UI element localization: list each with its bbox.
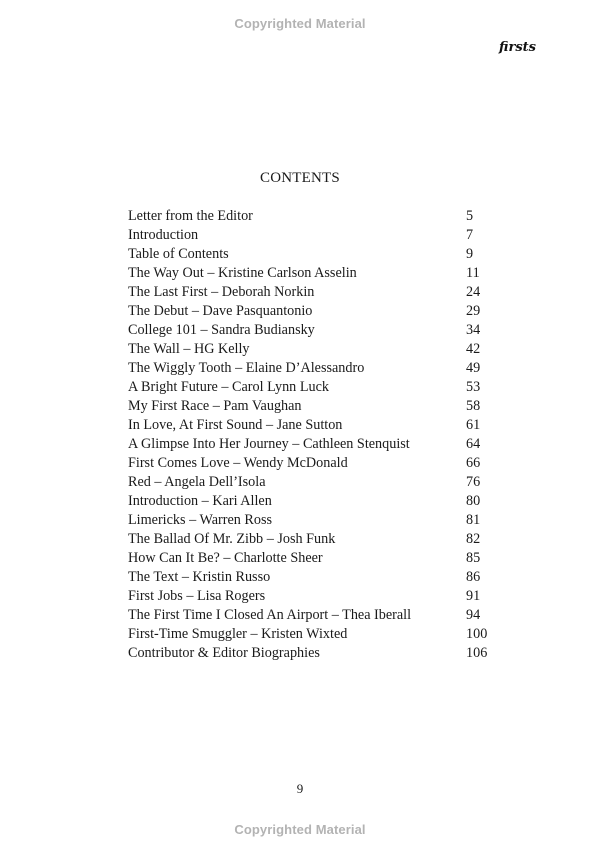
toc-entry-title: Introduction – Kari Allen (128, 493, 272, 509)
toc-entry-page: 94 (466, 607, 481, 623)
toc-entry-page: 76 (466, 474, 481, 490)
toc-entry-title: The Way Out – Kristine Carlson Asselin (128, 265, 357, 281)
toc-entry (128, 530, 488, 549)
toc-entry-title: In Love, At First Sound – Jane Sutton (128, 417, 343, 433)
toc-entry-page: 64 (466, 436, 481, 452)
toc-entry-page: 91 (466, 588, 481, 604)
toc-entry-page: 42 (466, 341, 481, 357)
toc-entry (128, 264, 488, 283)
toc-entry (128, 340, 488, 359)
toc-entry-title: How Can It Be? – Charlotte Sheer (128, 550, 323, 566)
toc-entry-page: 5 (466, 208, 474, 224)
toc-entry-page: 29 (466, 303, 481, 319)
contents-heading: CONTENTS (260, 170, 340, 186)
toc-entry-page: 49 (466, 360, 481, 376)
toc-entry (128, 644, 488, 663)
toc-entry-title: My First Race – Pam Vaughan (128, 398, 302, 414)
toc-entry (128, 226, 488, 245)
toc-entry-title: First Comes Love – Wendy McDonald (128, 455, 348, 471)
toc-entry-title: Letter from the Editor (128, 208, 253, 224)
toc-entry (128, 435, 488, 454)
toc-entry-page: 66 (466, 455, 481, 471)
running-head: firsts (499, 40, 536, 55)
toc-entry-page: 58 (466, 398, 481, 414)
toc-entry-title: Red – Angela Dell’Isola (128, 474, 266, 490)
toc-entry-title: The Wiggly Tooth – Elaine D’Alessandro (128, 360, 365, 376)
toc-entry (128, 473, 488, 492)
toc-entry (128, 606, 488, 625)
toc-entry-page: 34 (466, 322, 481, 338)
toc-entry-title: College 101 – Sandra Budiansky (128, 322, 315, 338)
toc-entry-page: 86 (466, 569, 481, 585)
toc-entry-page: 85 (466, 550, 481, 566)
toc-entry (128, 454, 488, 473)
toc-entry-page: 80 (466, 493, 481, 509)
toc-entry (128, 587, 488, 606)
toc-entry (128, 568, 488, 587)
toc-entry (128, 302, 488, 321)
toc-entry-page: 100 (466, 626, 488, 642)
toc-entry (128, 359, 488, 378)
toc-entry-page: 106 (466, 645, 488, 661)
toc-entry-title: A Bright Future – Carol Lynn Luck (128, 379, 329, 395)
toc-entry-page: 11 (466, 265, 480, 281)
toc-entry (128, 245, 488, 264)
page-number: 9 (296, 781, 304, 796)
toc-entry-page: 24 (466, 284, 481, 300)
toc-entry (128, 625, 488, 644)
table-of-contents (128, 207, 488, 663)
toc-entry-title: The Last First – Deborah Norkin (128, 284, 315, 300)
toc-entry (128, 378, 488, 397)
toc-entry-title: Limericks – Warren Ross (128, 512, 272, 528)
toc-entry-title: First-Time Smuggler – Kristen Wixted (128, 626, 348, 642)
toc-entry-title: Contributor & Editor Biographies (128, 645, 320, 661)
toc-entry-title: The First Time I Closed An Airport – Thea Iberall (128, 607, 412, 623)
toc-entry-title: Table of Contents (128, 246, 229, 262)
toc-entry-page: 81 (466, 512, 481, 528)
toc-entry (128, 397, 488, 416)
toc-entry-title: The Wall – HG Kelly (128, 341, 250, 357)
toc-entry-title: A Glimpse Into Her Journey – Cathleen Stenquist (128, 436, 410, 452)
toc-entry-page: 61 (466, 417, 481, 433)
toc-entry-page: 53 (466, 379, 481, 395)
toc-entry-title: Introduction (128, 227, 199, 243)
toc-entry (128, 416, 488, 435)
toc-entry (128, 283, 488, 302)
toc-entry-page: 82 (466, 531, 481, 547)
toc-entry (128, 321, 488, 340)
toc-entry-page: 7 (466, 227, 474, 243)
toc-entry-title: First Jobs – Lisa Rogers (128, 588, 266, 604)
toc-entry-page: 9 (466, 246, 474, 262)
toc-entry (128, 511, 488, 530)
toc-entry-title: The Debut – Dave Pasquantonio (128, 303, 313, 319)
copyright-watermark-top: Copyrighted Material (234, 16, 366, 31)
toc-entry-title: The Ballad Of Mr. Zibb – Josh Funk (128, 531, 336, 547)
toc-entry (128, 492, 488, 511)
toc-entry (128, 207, 488, 226)
toc-entry (128, 549, 488, 568)
toc-entry-title: The Text – Kristin Russo (128, 569, 271, 585)
copyright-watermark-bottom: Copyrighted Material (234, 822, 366, 837)
